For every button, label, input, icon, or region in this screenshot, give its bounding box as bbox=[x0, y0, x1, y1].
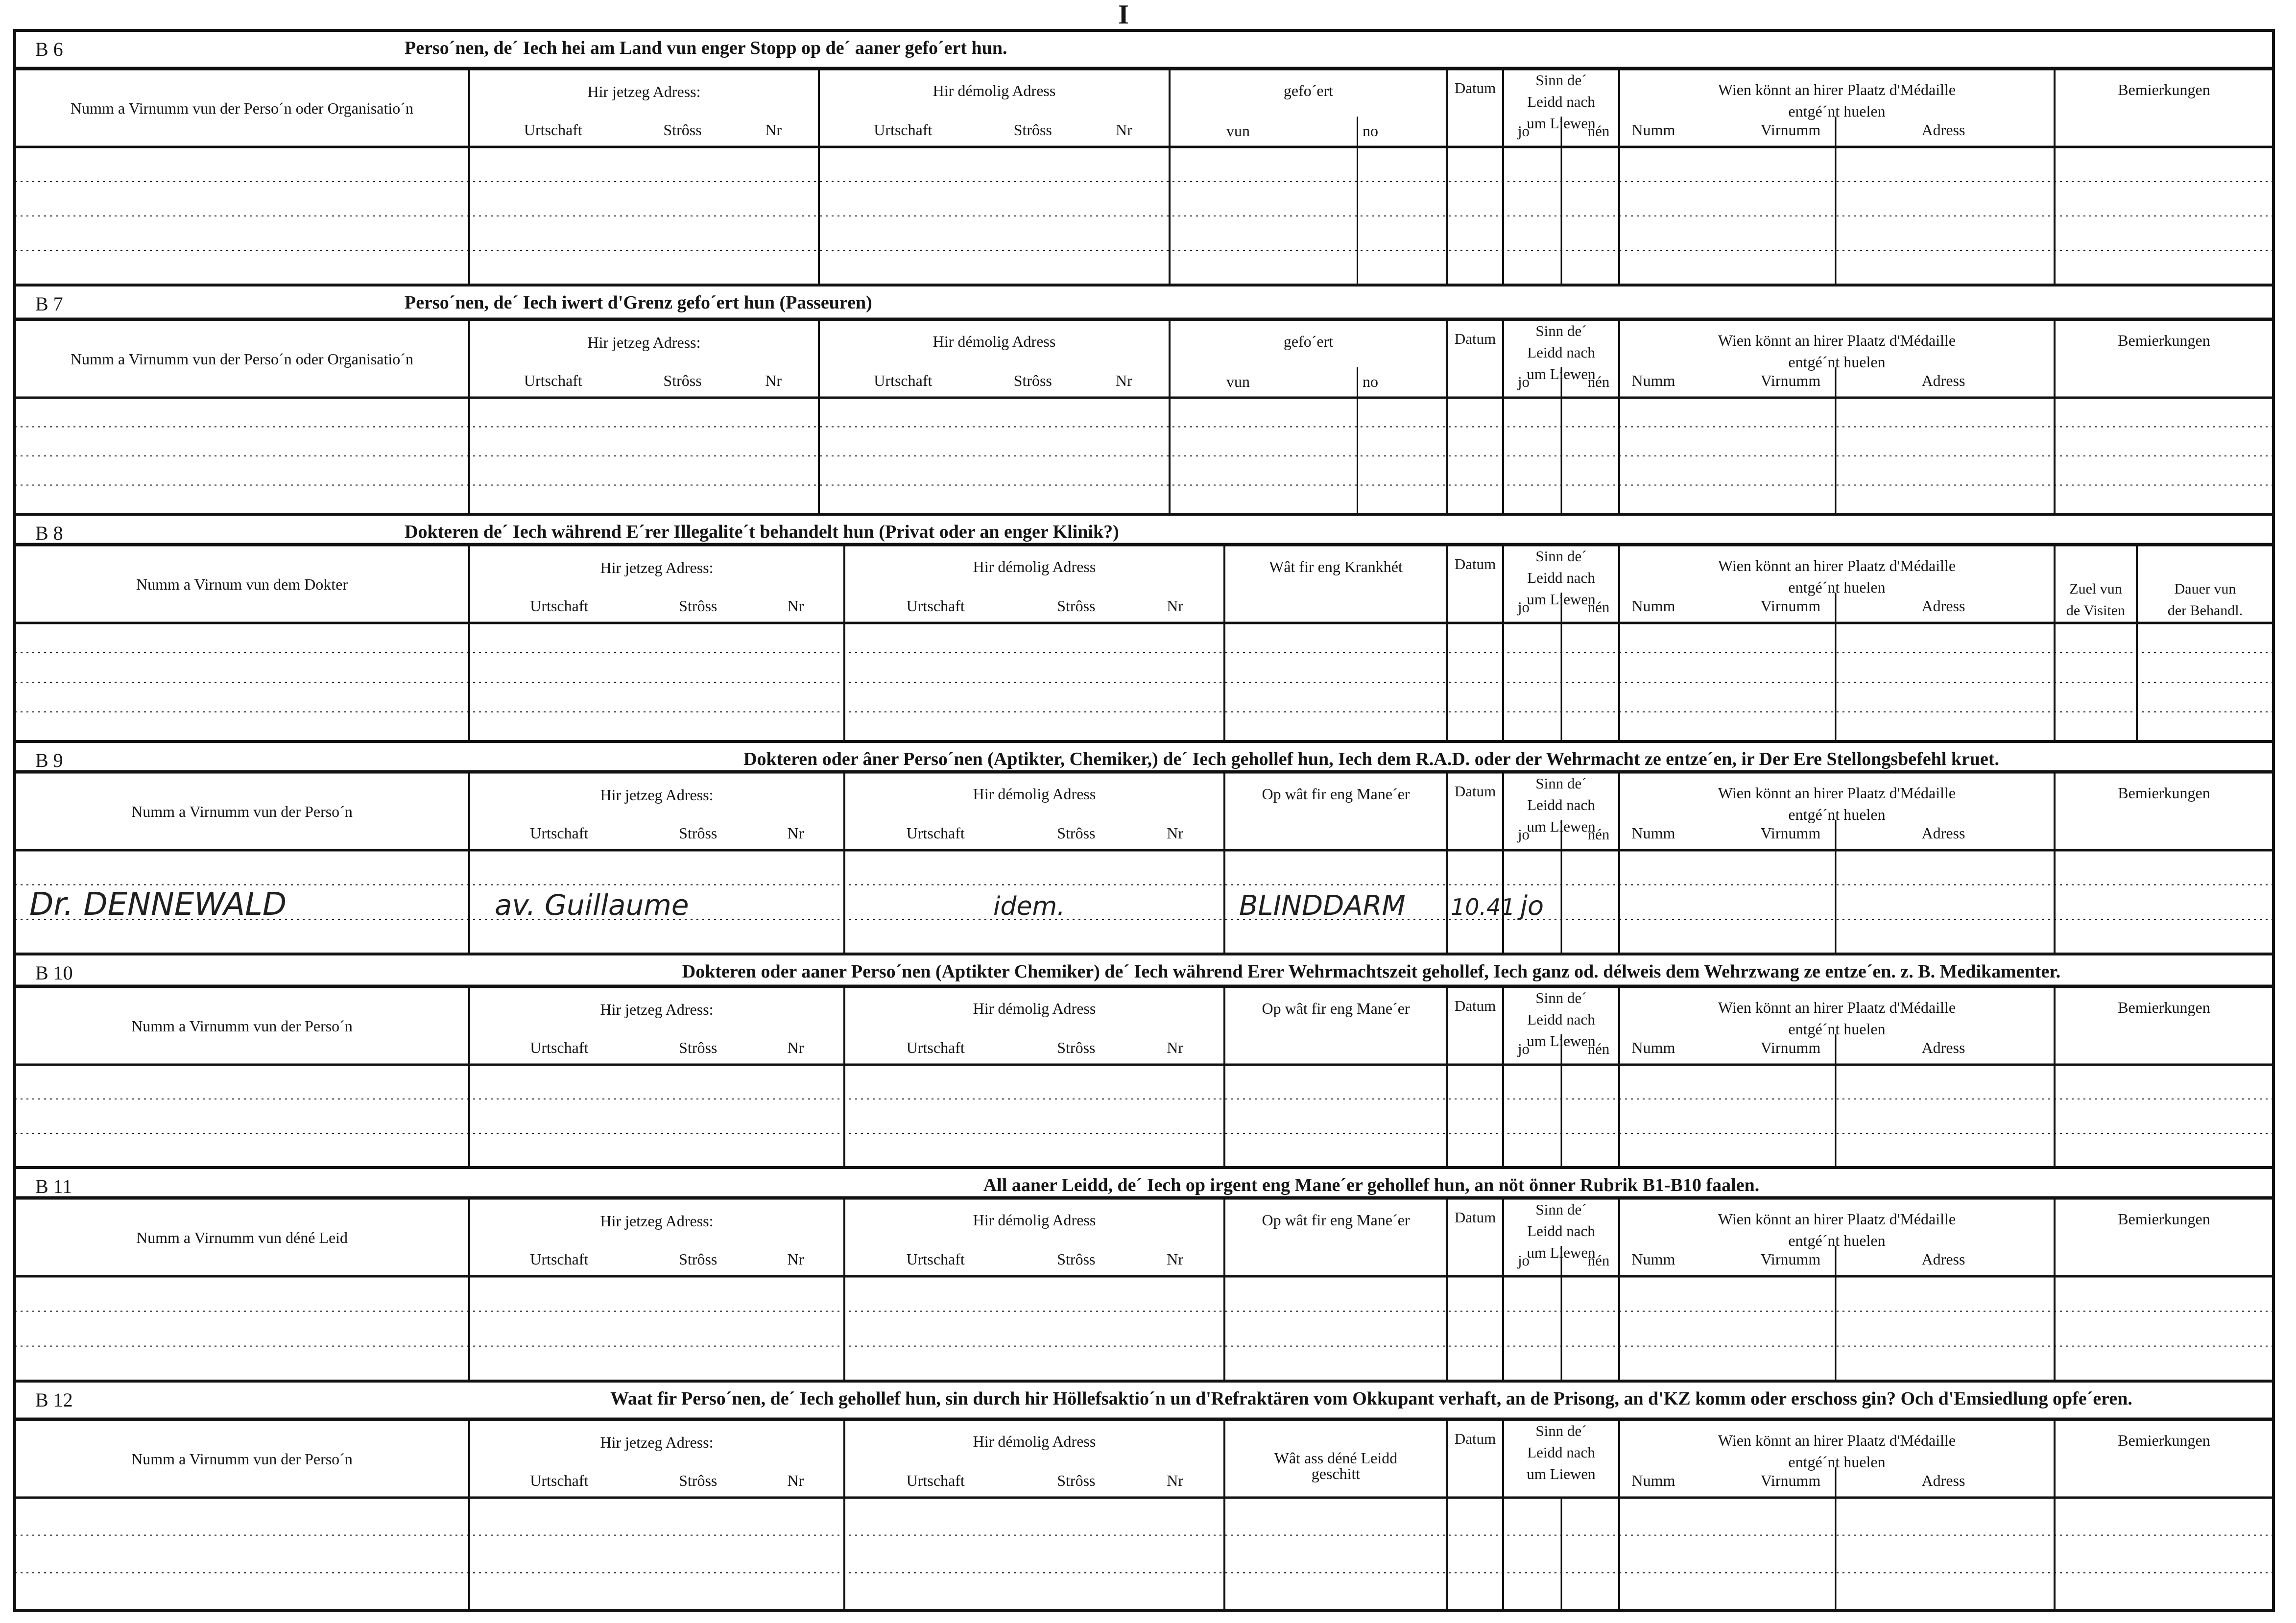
column-current-address: Hir jetzeg Adress: bbox=[587, 83, 701, 100]
column-alive-yes: jo bbox=[1517, 598, 1530, 616]
subcolumn-street: Strôss bbox=[679, 597, 718, 615]
subcolumn-firstname: Virnumm bbox=[1760, 1039, 1821, 1056]
column-alive: um Liewen bbox=[1527, 1032, 1596, 1050]
column-alive: um Liewen bbox=[1527, 1465, 1596, 1482]
subcolumn-number: Nr bbox=[1167, 1472, 1184, 1489]
column-alive: Sinn de´ bbox=[1535, 322, 1587, 339]
column-remarks: Bemierkungen bbox=[2118, 999, 2210, 1016]
subcolumn-surname: Numm bbox=[1631, 1250, 1675, 1268]
subcolumn-street: Strôss bbox=[1013, 121, 1052, 139]
column-alive-no: nén bbox=[1587, 598, 1610, 616]
section-b12 bbox=[15, 1388, 2273, 1610]
column-alive: Sinn de´ bbox=[1535, 72, 1587, 89]
column-medal-recipient: entgé´nt huelen bbox=[1788, 1453, 1886, 1471]
column-medal-recipient: Wien könnt an hirer Plaatz d'Médaille bbox=[1718, 81, 1956, 98]
column-alive: Leidd nach bbox=[1527, 1222, 1595, 1240]
column-former-address: Hir démolig Adress bbox=[973, 1211, 1096, 1229]
subcolumn-number: Nr bbox=[765, 121, 782, 139]
section-b6 bbox=[15, 38, 2273, 285]
column-remarks: Bemierkungen bbox=[2118, 784, 2210, 802]
column-medal-recipient: entgé´nt huelen bbox=[1788, 578, 1886, 596]
column-alive: Leidd nach bbox=[1527, 93, 1595, 110]
column-detail: Op wât fir eng Mane´er bbox=[1262, 1000, 1410, 1017]
section-code: B 11 bbox=[35, 1175, 72, 1197]
column-alive: Sinn de´ bbox=[1535, 1422, 1587, 1439]
subcolumn-town: Urtschaft bbox=[906, 1472, 965, 1489]
column-name: Numm a Virnumm vun der Perso´n bbox=[131, 803, 353, 820]
column-detail: Op wât fir eng Mane´er bbox=[1262, 1211, 1410, 1229]
column-date: Datum bbox=[1454, 79, 1496, 96]
column-name: Numm a Virnum vun dem Dokter bbox=[136, 575, 348, 593]
column-medal-recipient: entgé´nt huelen bbox=[1788, 353, 1886, 371]
column-former-address: Hir démolig Adress bbox=[973, 1432, 1096, 1450]
subcolumn-firstname: Virnumm bbox=[1760, 597, 1821, 615]
column-name: Numm a Virnumm vun der Perso´n bbox=[131, 1450, 353, 1468]
column-former-address: Hir démolig Adress bbox=[973, 785, 1096, 803]
entry-name: Dr. DENNEWALD bbox=[29, 886, 287, 923]
subcolumn-number: Nr bbox=[787, 1472, 804, 1489]
column-duration: der Behandl. bbox=[2167, 602, 2243, 619]
column-detail: Op wât fir eng Mane´er bbox=[1262, 785, 1410, 803]
section-title: Dokteren oder aaner Perso´nen (Aptikter Chemiker) de´ Iech während Erer Wehrmachtszeit gehollef, Iech ganz od. délweis dem Wehrzwang ze entze´en. z. B. Medikamenter. bbox=[682, 961, 2061, 982]
column-former-address: Hir démolig Adress bbox=[973, 558, 1096, 575]
column-detail: Wât fir eng Krankhét bbox=[1269, 558, 1403, 575]
column-from: vun bbox=[1226, 122, 1250, 140]
subcolumn-number: Nr bbox=[1167, 824, 1184, 842]
column-what-happened: geschitt bbox=[1311, 1465, 1361, 1482]
section-b10 bbox=[15, 961, 2273, 1168]
section-title: Dokteren oder âner Perso´nen (Aptikter, Chemiker,) de´ Iech gehollef hun, Iech dem R.A.D. oder der Wehrmacht ze entze´en, ir Der Ere Stellongsbefehl kruet. bbox=[743, 749, 1999, 769]
column-medal-recipient: Wien könnt an hirer Plaatz d'Médaille bbox=[1718, 999, 1956, 1016]
column-date: Datum bbox=[1454, 783, 1496, 800]
column-name: Numm a Virnumm vun der Perso´n oder Organisatio´n bbox=[71, 99, 413, 117]
subcolumn-number: Nr bbox=[1116, 121, 1132, 139]
column-alive-yes: jo bbox=[1517, 826, 1530, 843]
subcolumn-firstname: Virnumm bbox=[1760, 1250, 1821, 1268]
column-medal-recipient: Wien könnt an hirer Plaatz d'Médaille bbox=[1718, 1210, 1956, 1228]
column-from: vun bbox=[1226, 373, 1250, 390]
column-alive: Leidd nach bbox=[1527, 344, 1595, 361]
entry-date: 10.41 bbox=[1451, 894, 1515, 920]
section-code: B 8 bbox=[35, 522, 63, 544]
subcolumn-street: Strôss bbox=[1057, 1472, 1096, 1489]
column-alive: Sinn de´ bbox=[1535, 775, 1587, 792]
section-title: Perso´nen, de´ Iech hei am Land vun enger Stopp op de´ aaner gefo´ert hun. bbox=[405, 38, 1007, 58]
subcolumn-number: Nr bbox=[787, 1250, 804, 1268]
subcolumn-town: Urtschaft bbox=[906, 597, 965, 615]
subcolumn-firstname: Virnumm bbox=[1760, 372, 1821, 389]
column-alive: um Liewen bbox=[1527, 818, 1596, 835]
subcolumn-street: Strôss bbox=[1057, 824, 1096, 842]
column-alive-yes: jo bbox=[1517, 1040, 1530, 1057]
subcolumn-street: Strôss bbox=[679, 1250, 718, 1268]
column-current-address: Hir jetzeg Adress: bbox=[600, 786, 714, 804]
column-former-address: Hir démolig Adress bbox=[933, 333, 1056, 350]
column-alive-yes: jo bbox=[1517, 373, 1530, 390]
column-visits: de Visiten bbox=[2066, 602, 2126, 619]
column-alive: um Liewen bbox=[1527, 1244, 1596, 1261]
section-b7 bbox=[15, 292, 2273, 514]
subcolumn-address: Adress bbox=[1921, 824, 1965, 842]
section-title: All aaner Leidd, de´ Iech op irgent eng Mane´er gehollef hun, an nöt önner Rubrik B1-B10 faalen. bbox=[983, 1175, 1760, 1195]
subcolumn-street: Strôss bbox=[679, 1472, 718, 1489]
subcolumn-address: Adress bbox=[1921, 597, 1965, 615]
column-current-address: Hir jetzeg Adress: bbox=[587, 334, 701, 351]
section-b9 bbox=[15, 749, 2273, 954]
entry-manner: BLINDDARM bbox=[1239, 890, 1406, 922]
subcolumn-number: Nr bbox=[765, 372, 782, 389]
subcolumn-number: Nr bbox=[787, 597, 804, 615]
subcolumn-town: Urtschaft bbox=[874, 121, 933, 139]
entry-current-address: av. Guillaume bbox=[495, 888, 689, 922]
subcolumn-number: Nr bbox=[1167, 1250, 1184, 1268]
column-medal-recipient: entgé´nt huelen bbox=[1788, 102, 1886, 120]
subcolumn-street: Strôss bbox=[1057, 1250, 1096, 1268]
column-alive-yes: jo bbox=[1517, 122, 1530, 140]
subcolumn-surname: Numm bbox=[1631, 121, 1675, 139]
subcolumn-firstname: Virnumm bbox=[1760, 824, 1821, 842]
column-alive-no: nén bbox=[1587, 373, 1610, 390]
section-b8 bbox=[15, 522, 2273, 741]
top-mark: I bbox=[1118, 0, 1129, 30]
column-detail: gefo´ert bbox=[1283, 82, 1334, 99]
subcolumn-town: Urtschaft bbox=[530, 597, 589, 615]
column-current-address: Hir jetzeg Adress: bbox=[600, 1433, 714, 1451]
column-medal-recipient: Wien könnt an hirer Plaatz d'Médaille bbox=[1718, 784, 1956, 802]
column-visits: Zuel vun bbox=[2069, 581, 2122, 597]
column-date: Datum bbox=[1454, 555, 1496, 573]
column-date: Datum bbox=[1454, 330, 1496, 347]
column-alive: Leidd nach bbox=[1527, 1011, 1595, 1028]
subcolumn-surname: Numm bbox=[1631, 372, 1675, 389]
column-medal-recipient: entgé´nt huelen bbox=[1788, 806, 1886, 823]
subcolumn-firstname: Virnumm bbox=[1760, 121, 1821, 139]
column-date: Datum bbox=[1454, 1209, 1496, 1226]
subcolumn-town: Urtschaft bbox=[906, 1039, 965, 1056]
subcolumn-surname: Numm bbox=[1631, 1472, 1675, 1489]
column-former-address: Hir démolig Adress bbox=[933, 82, 1056, 99]
column-name: Numm a Virnumm vun der Perso´n bbox=[131, 1017, 353, 1035]
subcolumn-number: Nr bbox=[1167, 1039, 1184, 1056]
entry-alive: jo bbox=[1520, 890, 1544, 921]
column-name: Numm a Virnumm vun déné Leid bbox=[136, 1229, 348, 1246]
subcolumn-surname: Numm bbox=[1631, 824, 1675, 842]
subcolumn-address: Adress bbox=[1921, 121, 1965, 139]
column-date: Datum bbox=[1454, 1430, 1496, 1447]
subcolumn-street: Strôss bbox=[1013, 372, 1052, 389]
section-title: Waat fir Perso´nen, de´ Iech gehollef hun, sin durch hir Höllefsaktio´n un d'Refraktären vom Okkupant verhaft, an de Prisong, an d'KZ komm oder erschoss gin? Och d'Emsiedlung opfe´eren. bbox=[610, 1388, 2132, 1409]
subcolumn-street: Strôss bbox=[663, 372, 702, 389]
section-code: B 12 bbox=[35, 1389, 73, 1411]
subcolumn-town: Urtschaft bbox=[906, 1250, 965, 1268]
column-date: Datum bbox=[1454, 997, 1496, 1014]
column-current-address: Hir jetzeg Adress: bbox=[600, 1001, 714, 1018]
column-alive-no: nén bbox=[1587, 1252, 1610, 1269]
subcolumn-street: Strôss bbox=[679, 824, 718, 842]
section-b11 bbox=[15, 1175, 2273, 1381]
entry-former-address: idem. bbox=[993, 892, 1065, 921]
section-code: B 10 bbox=[35, 962, 73, 984]
subcolumn-street: Strôss bbox=[663, 121, 702, 139]
subcolumn-number: Nr bbox=[787, 824, 804, 842]
subcolumn-town: Urtschaft bbox=[524, 121, 582, 139]
column-alive-no: nén bbox=[1587, 826, 1610, 843]
column-medal-recipient: entgé´nt huelen bbox=[1788, 1020, 1886, 1038]
subcolumn-address: Adress bbox=[1921, 1250, 1965, 1268]
column-alive-no: nén bbox=[1587, 122, 1610, 140]
subcolumn-firstname: Virnumm bbox=[1760, 1472, 1821, 1489]
column-alive-yes: jo bbox=[1517, 1252, 1530, 1269]
column-medal-recipient: Wien könnt an hirer Plaatz d'Médaille bbox=[1718, 557, 1956, 574]
section-code: B 6 bbox=[35, 38, 63, 60]
section-title: Perso´nen, de´ Iech iwert d'Grenz gefo´ert hun (Passeuren) bbox=[405, 292, 872, 313]
column-alive: um Liewen bbox=[1527, 115, 1596, 132]
subcolumn-town: Urtschaft bbox=[530, 1250, 589, 1268]
subcolumn-town: Urtschaft bbox=[530, 824, 589, 842]
column-medal-recipient: entgé´nt huelen bbox=[1788, 1232, 1886, 1249]
column-alive: Sinn de´ bbox=[1535, 1201, 1587, 1218]
column-alive: Sinn de´ bbox=[1535, 989, 1587, 1006]
column-medal-recipient: Wien könnt an hirer Plaatz d'Médaille bbox=[1718, 1432, 1956, 1449]
subcolumn-street: Strôss bbox=[1057, 597, 1096, 615]
column-remarks: Bemierkungen bbox=[2118, 1432, 2210, 1449]
column-detail: gefo´ert bbox=[1283, 333, 1334, 350]
subcolumn-number: Nr bbox=[1116, 372, 1132, 389]
column-what-happened: Wât ass déné Leidd bbox=[1274, 1449, 1398, 1467]
column-alive: Leidd nach bbox=[1527, 1444, 1595, 1461]
subcolumn-town: Urtschaft bbox=[530, 1472, 589, 1489]
section-title: Dokteren de´ Iech während E´rer Illegalite´t behandelt hun (Privat oder an enger Klinik?) bbox=[405, 522, 1119, 542]
subcolumn-address: Adress bbox=[1921, 1472, 1965, 1489]
column-to: no bbox=[1363, 122, 1378, 140]
column-current-address: Hir jetzeg Adress: bbox=[600, 1212, 714, 1230]
subcolumn-number: Nr bbox=[1167, 597, 1184, 615]
column-alive: Leidd nach bbox=[1527, 569, 1595, 586]
subcolumn-town: Urtschaft bbox=[530, 1039, 589, 1056]
section-code: B 9 bbox=[35, 749, 63, 771]
subcolumn-street: Strôss bbox=[1057, 1039, 1096, 1056]
column-name: Numm a Virnumm vun der Perso´n oder Organisatio´n bbox=[71, 350, 413, 368]
subcolumn-street: Strôss bbox=[679, 1039, 718, 1056]
column-remarks: Bemierkungen bbox=[2118, 1210, 2210, 1228]
subcolumn-town: Urtschaft bbox=[906, 824, 965, 842]
subcolumn-town: Urtschaft bbox=[874, 372, 933, 389]
column-remarks: Bemierkungen bbox=[2118, 81, 2210, 98]
column-medal-recipient: Wien könnt an hirer Plaatz d'Médaille bbox=[1718, 332, 1956, 349]
column-alive: um Liewen bbox=[1527, 591, 1596, 608]
column-alive: Sinn de´ bbox=[1535, 548, 1587, 565]
subcolumn-town: Urtschaft bbox=[524, 372, 582, 389]
column-alive-no: nén bbox=[1587, 1040, 1610, 1057]
column-alive: um Liewen bbox=[1527, 365, 1596, 382]
column-former-address: Hir démolig Adress bbox=[973, 1000, 1096, 1017]
subcolumn-number: Nr bbox=[787, 1039, 804, 1056]
column-duration: Dauer vun bbox=[2174, 581, 2236, 597]
column-to: no bbox=[1363, 373, 1378, 390]
subcolumn-address: Adress bbox=[1921, 372, 1965, 389]
subcolumn-address: Adress bbox=[1921, 1039, 1965, 1056]
section-code: B 7 bbox=[35, 293, 63, 315]
b9-handwritten-entry bbox=[29, 886, 1544, 923]
form-border bbox=[15, 30, 2273, 1610]
column-current-address: Hir jetzeg Adress: bbox=[600, 559, 714, 576]
subcolumn-surname: Numm bbox=[1631, 597, 1675, 615]
subcolumn-surname: Numm bbox=[1631, 1039, 1675, 1056]
column-alive: Leidd nach bbox=[1527, 796, 1595, 813]
column-remarks: Bemierkungen bbox=[2118, 332, 2210, 349]
